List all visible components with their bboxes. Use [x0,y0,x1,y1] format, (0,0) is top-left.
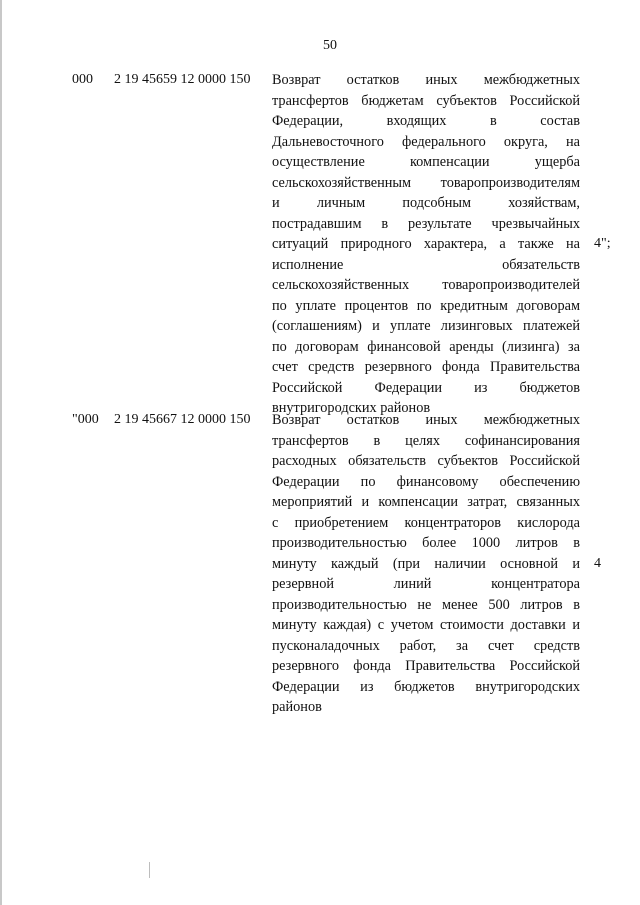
description-line: расходных обязательств субъектов Российской [272,453,580,469]
description-line: осуществление компенсации ущерба [272,154,580,170]
description-line: Федерации, входящих в состав [272,113,580,129]
description-line: Федерации из бюджетов внутригородских [272,678,580,695]
description-line: трансфертов в целях софинансирования [272,432,580,449]
page-left-edge [0,0,2,905]
description-line: пострадавшим в результате чрезвычайных [272,215,580,232]
income-code: 2 19 45659 12 0000 150 [114,72,251,87]
description-line: районов [272,699,322,715]
standard-rate: 4"; [594,236,611,251]
description-line: ситуаций природного характера, а также на [272,236,580,252]
description-line: исполнение обязательств [272,256,580,273]
description-line: минуту каждая) с учетом стоимости доставки и [272,617,580,633]
scan-artifact [149,862,150,878]
admin-code: 000 [72,72,93,87]
description-line: минуту каждый (при наличии основной и [272,555,580,572]
description-line: пусконаладочных работ, за счет средств [272,637,580,654]
description-line: счет средств резервного фонда Правительства [272,359,580,375]
page-number: 50 [323,38,337,53]
admin-code: "000 [72,412,99,427]
description-line: резервной линий концентратора [272,576,580,592]
description-line: производительностью не менее 500 литров в [272,596,580,613]
standard-rate: 4 [594,556,601,571]
description-line: Возврат остатков иных межбюджетных [272,412,580,428]
description-line: Федерации по финансовому обеспечению [272,473,580,490]
description-line: с приобретением концентраторов кислорода [272,514,580,531]
description-line: трансфертов бюджетам субъектов Российской [272,92,580,109]
description-line: мероприятий и компенсации затрат, связанных [272,494,580,510]
description-line: (соглашениям) и уплате лизинговых платежей [272,318,580,334]
description-line: резервного фонда Правительства Российской [272,658,580,674]
description-line: сельскохозяйственных товаропроизводителей [272,277,580,293]
description-line: Российской Федерации из бюджетов [272,379,580,396]
income-code: 2 19 45667 12 0000 150 [114,412,251,427]
description-line: по договорам финансовой аренды (лизинга) за [272,338,580,355]
description-line: Возврат остатков иных межбюджетных [272,72,580,88]
description-line: Дальневосточного федерального округа, на [272,133,580,150]
description-line: производительностью более 1000 литров в [272,535,580,551]
description-line: внутригородских районов [272,400,431,416]
description-line: по уплате процентов по кредитным договорам [272,297,580,314]
description-line: сельскохозяйственным товаропроизводителям [272,174,580,191]
income-description [272,70,580,419]
income-description [272,410,580,718]
description-line: и личным подсобным хозяйствам, [272,195,580,211]
